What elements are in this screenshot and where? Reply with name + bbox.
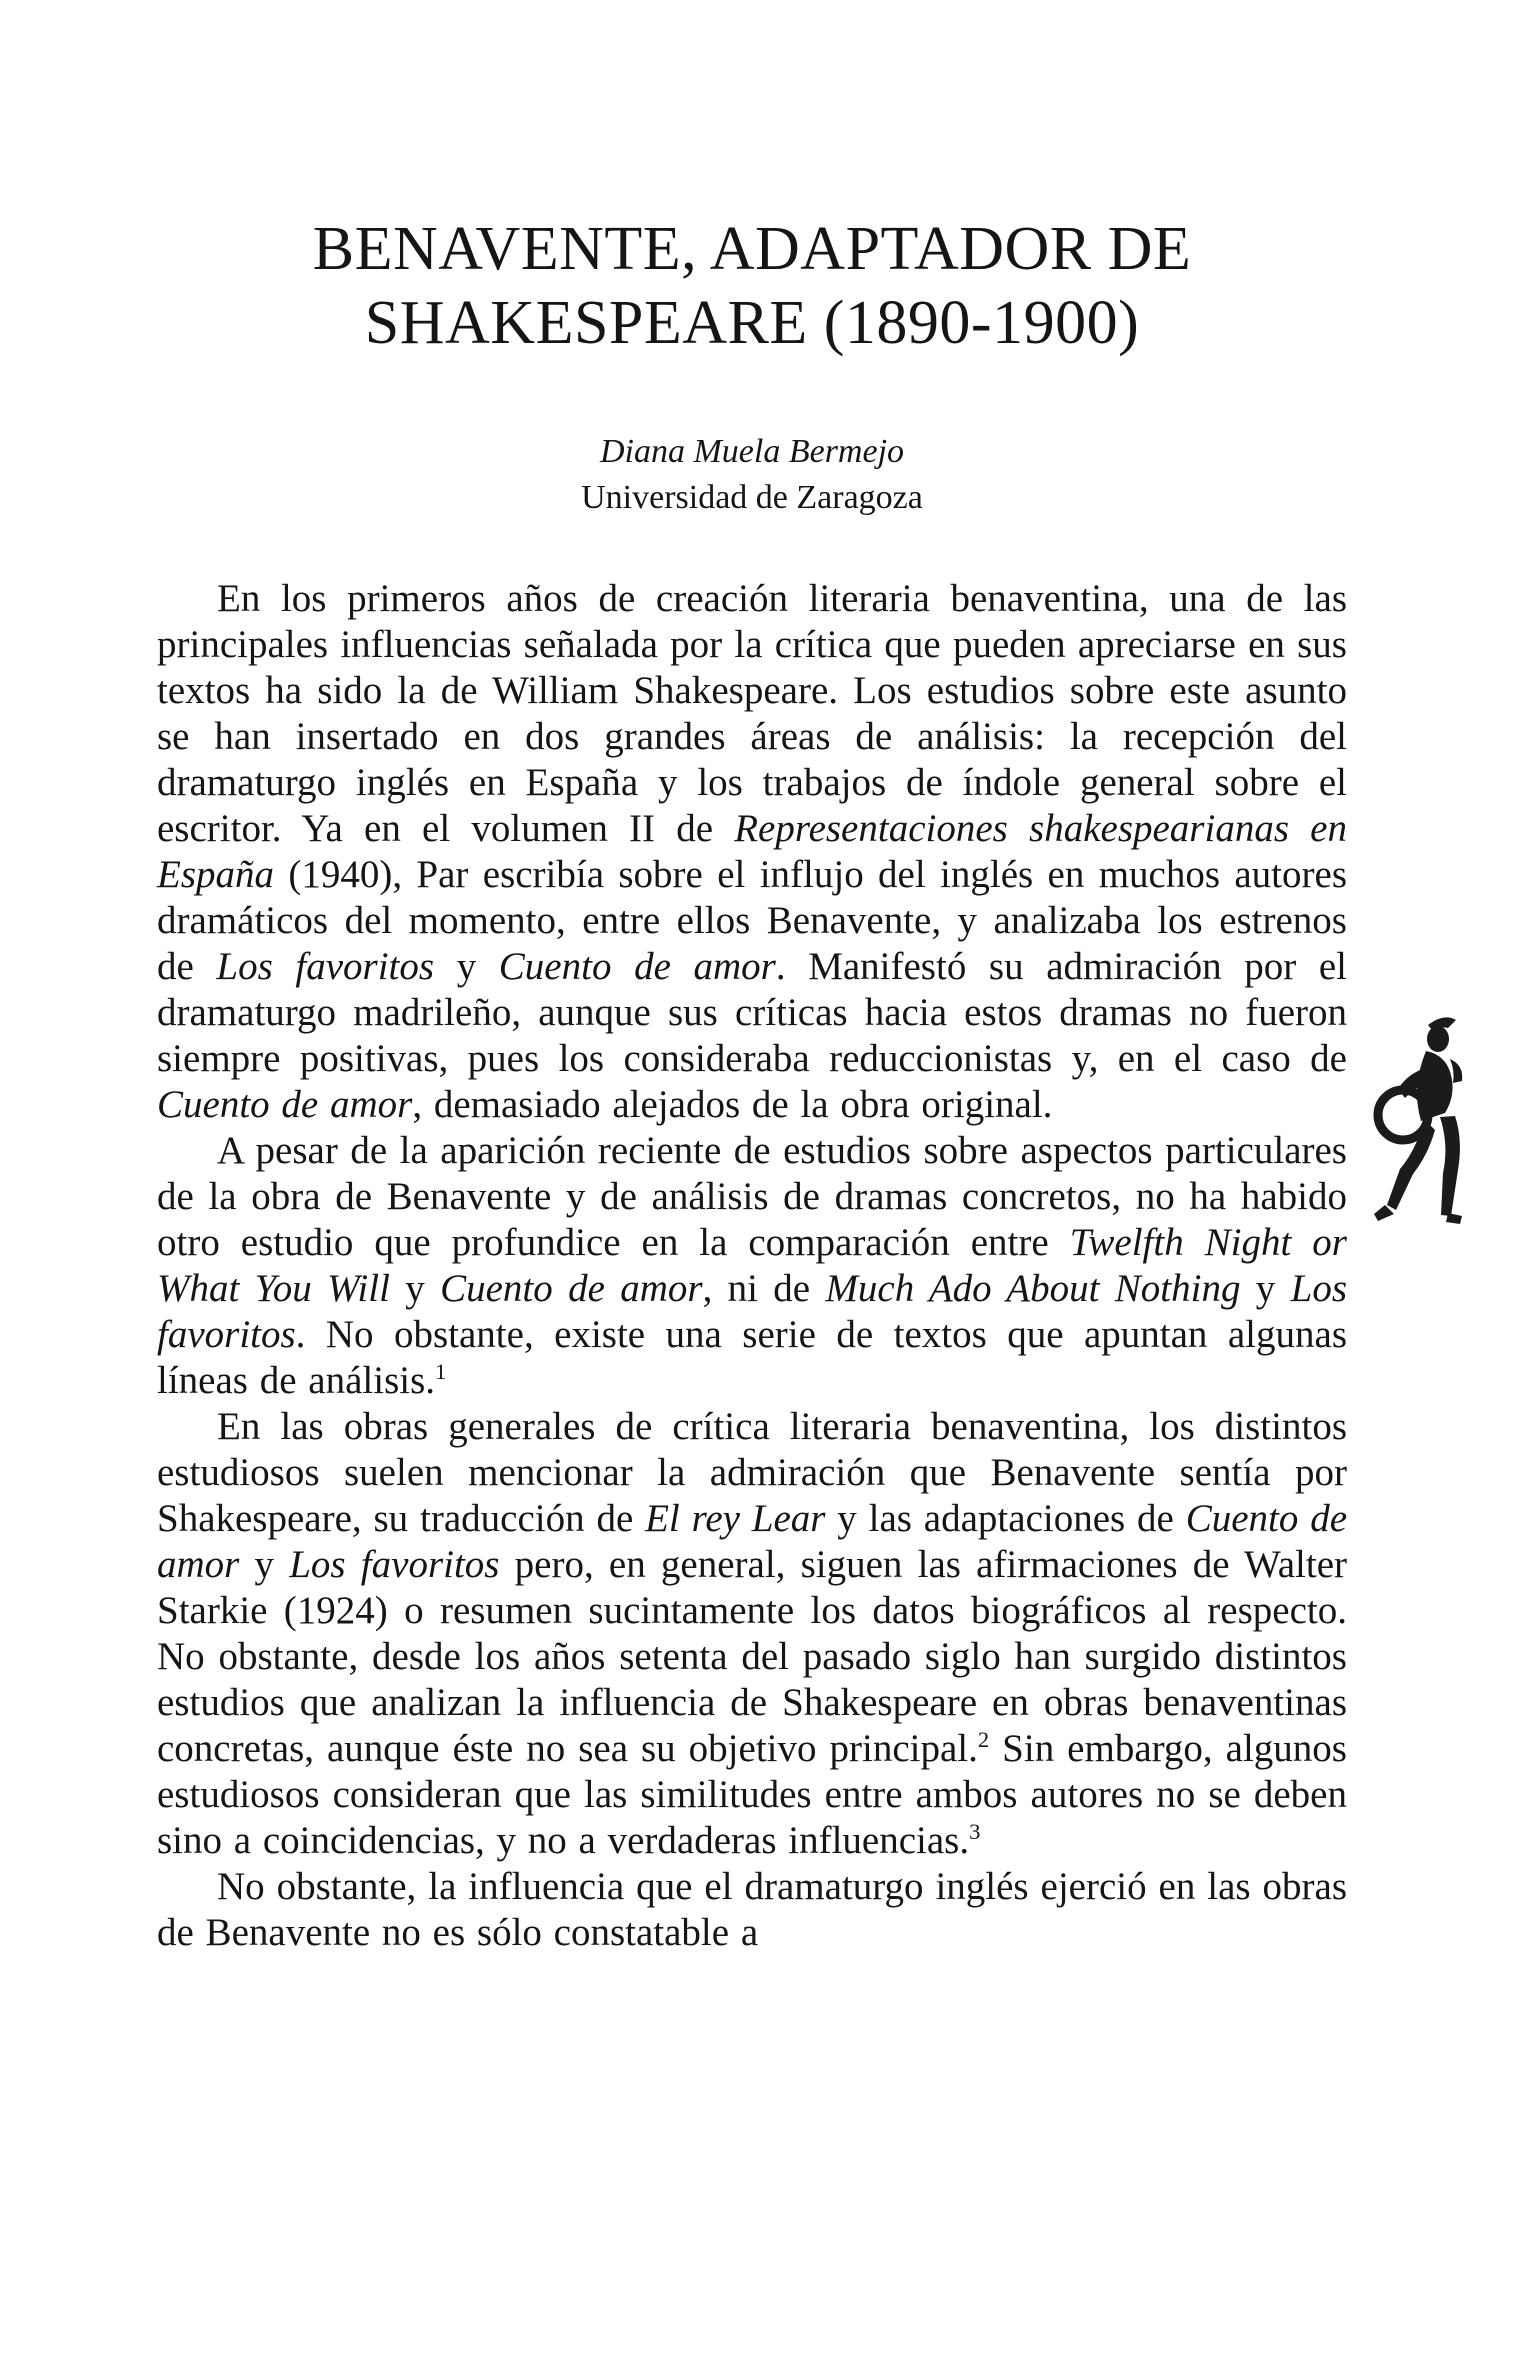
work-title-italic: Los favoritos <box>289 1542 500 1586</box>
text-run: y <box>434 944 499 988</box>
work-title-italic: Cuento de amor <box>440 1266 703 1310</box>
author-block <box>157 431 1347 520</box>
work-title-italic: Twelfth Night or What You Will <box>157 1220 1347 1310</box>
work-title-italic: Los favoritos <box>216 944 435 988</box>
footnote-marker: 1 <box>435 1358 447 1384</box>
article-title-line-2: SHAKESPEARE (1890-1900) <box>364 289 1140 358</box>
text-column <box>157 212 1347 1956</box>
text-run: A pesar de la aparición reciente de estudios sobre aspectos particulares de la obra de Benavente y de análisis de dramas concretos, no ha habido otro estudio que profundice en la comparación entre <box>157 1128 1347 1264</box>
text-run: No obstante, la influencia que el dramaturgo inglés ejerció en las obras de Benavente no es sólo constatable a <box>157 1864 1347 1954</box>
article-title <box>157 212 1347 361</box>
footnote-marker: 3 <box>969 1818 981 1844</box>
work-title-italic: Cuento de amor <box>157 1082 413 1126</box>
work-title-italic: Cuento de amor <box>498 944 776 988</box>
text-run: y <box>1240 1266 1291 1310</box>
author-affiliation: Universidad de Zaragoza <box>581 479 923 517</box>
author-name: Diana Muela Bermejo <box>599 432 905 470</box>
text-run: pero, en general, siguen las afirmaciones de Walter Starkie (1924) o resumen sucintamente los datos biográficos al respecto. No obstante, desde los años setenta del pasado siglo han surgido distintos estudios que analizan la influencia de Shakespeare en obras benaventinas concretas, aunque éste no sea su objetivo principal. <box>157 1542 1347 1770</box>
text-run: , demasiado alejados de la obra original. <box>412 1082 1053 1126</box>
text-run: En las obras generales de crítica literaria benaventina, los distintos estudiosos suelen mencionar la admiración que Benavente sentía por Shakespeare, su traducción de <box>157 1404 1347 1540</box>
text-run: , ni de <box>702 1266 826 1310</box>
work-title-italic: Cuento de amor <box>157 1496 1348 1586</box>
text-run: . Manifestó su admiración por el dramaturgo madrileño, aunque sus críticas hacia estos dramas no fueron siempre positivas, pues los consideraba reduccionistas y, en el caso de <box>157 944 1347 1080</box>
work-title-italic: Representaciones shakespearianas en España <box>157 806 1347 896</box>
work-title-italic: Much Ado About Nothing <box>825 1266 1241 1310</box>
text-run: . No obstante, existe una serie de textos que apuntan algunas líneas de análisis. <box>157 1312 1347 1402</box>
paragraph <box>157 576 1347 1128</box>
article-body <box>157 576 1347 1956</box>
work-title-italic: El rey Lear <box>645 1496 826 1540</box>
paragraph <box>157 1864 1347 1956</box>
text-run: Sin embargo, algunos estudiosos consideran que las similitudes entre ambos autores no se deben sino a coincidencias, y no a verdaderas influencias. <box>157 1726 1347 1862</box>
text-run: y <box>389 1266 441 1310</box>
marginal-engraving-figure-illustration <box>1372 1015 1484 1225</box>
article-title-line-1: BENAVENTE, ADAPTADOR DE <box>312 215 1192 283</box>
work-title-italic: Los favoritos <box>157 1266 1347 1356</box>
engraving-figure-with-hoop-icon <box>1372 1015 1484 1225</box>
text-run: y las adaptaciones de <box>825 1496 1186 1540</box>
footnote-marker: 2 <box>977 1726 990 1752</box>
text-run: En los primeros años de creación literaria benaventina, una de las principales influencias señalada por la crítica que pueden apreciarse en sus textos ha sido la de William Shakespeare. Los estudios sobre este asunto se han insertado en dos grandes áreas de análisis: la recepción del dramaturgo inglés en España y los trabajos de índole general sobre el escritor. Ya en el volumen II de <box>157 576 1347 850</box>
text-run: (1940), Par escribía sobre el influjo del inglés en muchos autores dramáticos del momento, entre ellos Benavente, y analizaba los estrenos de <box>157 852 1347 988</box>
paragraph <box>157 1404 1347 1864</box>
paragraph <box>157 1128 1347 1404</box>
text-run: y <box>239 1542 290 1586</box>
